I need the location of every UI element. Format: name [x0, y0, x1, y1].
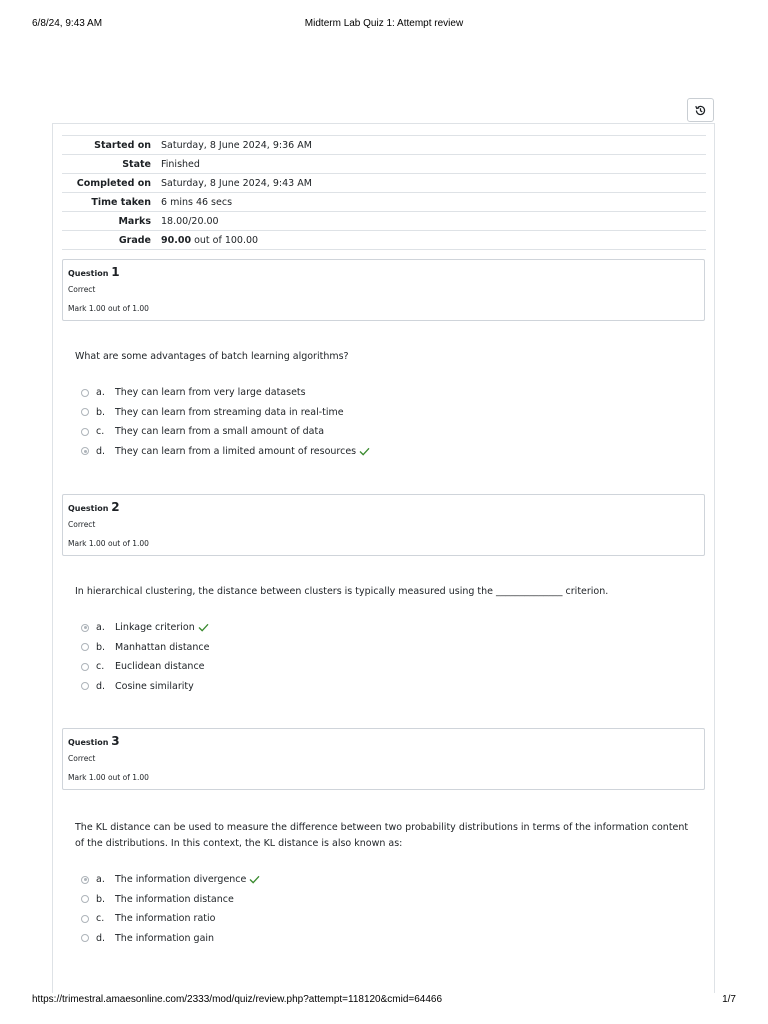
- question-prefix: Question: [68, 738, 112, 747]
- check-icon: [198, 623, 209, 632]
- print-datetime: 6/8/24, 9:43 AM: [32, 18, 103, 29]
- radio-button-selected[interactable]: [81, 447, 89, 455]
- answer-text: They can learn from a small amount of data: [115, 426, 325, 438]
- summary-label: Grade: [118, 234, 151, 246]
- question-text: What are some advantages of batch learning algorithms?: [75, 351, 349, 362]
- answer-letter: c.: [96, 426, 105, 438]
- answer-option[interactable]: [81, 890, 260, 910]
- answer-option[interactable]: [81, 383, 370, 403]
- answer-letter: b.: [96, 641, 106, 653]
- answer-letter: b.: [96, 893, 106, 905]
- answer-option[interactable]: [81, 618, 209, 638]
- answer-letter: a.: [96, 622, 105, 634]
- question-text: The KL distance can be used to measure the difference between two probability distributions in terms of the information content of the distributions. In this context, the KL distance is also known as:: [75, 822, 689, 849]
- summary-value: Saturday, 8 June 2024, 9:43 AM: [161, 177, 312, 189]
- answer-option[interactable]: [81, 657, 209, 677]
- answer-text: The information gain: [115, 932, 215, 944]
- answer-option[interactable]: [81, 677, 209, 697]
- answer-letter: b.: [96, 406, 106, 418]
- radio-button[interactable]: [81, 408, 89, 416]
- question-text: In hierarchical clustering, the distance between clusters is typically measured using the ______________ criterion.: [75, 586, 609, 597]
- answer-option[interactable]: [81, 870, 260, 890]
- summary-row-state: [62, 154, 706, 173]
- question-number: [68, 265, 120, 279]
- radio-button-selected[interactable]: [81, 624, 89, 632]
- review-frame-top: [52, 123, 715, 124]
- question-number-value: 3: [111, 734, 120, 748]
- answer-options: [81, 383, 370, 461]
- radio-button-selected[interactable]: [81, 876, 89, 884]
- summary-row-grade: [62, 230, 706, 250]
- answer-letter: d.: [96, 680, 106, 692]
- question-grade: Mark 1.00 out of 1.00: [68, 304, 149, 313]
- question-number: [68, 734, 120, 748]
- answer-option[interactable]: [81, 909, 260, 929]
- answer-letter: a.: [96, 874, 105, 886]
- question-state: Correct: [68, 285, 96, 294]
- summary-value: Finished: [161, 158, 200, 170]
- question-info-box: [62, 494, 705, 556]
- question-grade: Mark 1.00 out of 1.00: [68, 773, 149, 782]
- question-grade: Mark 1.00 out of 1.00: [68, 539, 149, 548]
- answer-option[interactable]: [81, 929, 260, 949]
- answer-option[interactable]: [81, 442, 370, 462]
- summary-label: Time taken: [91, 196, 151, 208]
- question-number-value: 2: [111, 500, 120, 514]
- question-info-box: [62, 728, 705, 790]
- check-icon: [359, 447, 370, 456]
- grade-score: 90.00: [161, 234, 192, 246]
- summary-label: Completed on: [76, 177, 151, 189]
- answer-option[interactable]: [81, 403, 370, 423]
- answer-text: Manhattan distance: [115, 641, 210, 653]
- radio-button[interactable]: [81, 663, 89, 671]
- summary-value: 18.00/20.00: [161, 215, 219, 227]
- review-frame-right: [714, 123, 715, 993]
- summary-row-completed: [62, 173, 706, 192]
- answer-letter: a.: [96, 387, 105, 399]
- summary-label: Started on: [94, 139, 151, 151]
- answer-text: The information divergence: [115, 874, 247, 886]
- answer-options: [81, 618, 209, 696]
- answer-letter: d.: [96, 445, 106, 457]
- check-icon: [249, 875, 260, 884]
- answer-text: The information ratio: [115, 913, 216, 925]
- radio-button[interactable]: [81, 895, 89, 903]
- radio-button[interactable]: [81, 915, 89, 923]
- question-prefix: Question: [68, 504, 112, 513]
- summary-value: 6 mins 46 secs: [161, 196, 233, 208]
- question-number-value: 1: [111, 265, 120, 279]
- radio-button[interactable]: [81, 643, 89, 651]
- answer-text: Linkage criterion: [115, 622, 195, 634]
- answer-text: The information distance: [115, 893, 234, 905]
- grade-out-of: out of 100.00: [191, 234, 259, 246]
- answer-text: Cosine similarity: [115, 680, 194, 692]
- summary-value: Saturday, 8 June 2024, 9:36 AM: [161, 139, 312, 151]
- answer-option[interactable]: [81, 422, 370, 442]
- summary-label: Marks: [118, 215, 151, 227]
- review-frame-left: [52, 123, 53, 993]
- radio-button[interactable]: [81, 428, 89, 436]
- question-number: [68, 500, 120, 514]
- print-title: Midterm Lab Quiz 1: Attempt review: [304, 18, 464, 29]
- answer-text: They can learn from streaming data in real-time: [115, 406, 344, 418]
- page-url: https://trimestral.amaesonline.com/2333/mod/quiz/review.php?attempt=118120&cmid=64466: [32, 994, 443, 1005]
- answer-text: They can learn from very large datasets: [115, 387, 306, 399]
- summary-row-time-taken: [62, 192, 706, 211]
- summary-row-marks: [62, 211, 706, 230]
- answer-text: Euclidean distance: [115, 661, 205, 673]
- summary-value: [161, 235, 706, 246]
- answer-option[interactable]: [81, 638, 209, 658]
- radio-button[interactable]: [81, 934, 89, 942]
- answer-letter: c.: [96, 913, 105, 925]
- summary-row-started: [62, 135, 706, 154]
- answer-letter: d.: [96, 932, 106, 944]
- question-state: Correct: [68, 754, 96, 763]
- page-number: 1/7: [722, 994, 736, 1005]
- radio-button[interactable]: [81, 389, 89, 397]
- question-info-box: [62, 259, 705, 321]
- attempt-history-button[interactable]: [687, 98, 714, 122]
- radio-button[interactable]: [81, 682, 89, 690]
- question-state: Correct: [68, 520, 96, 529]
- answer-text: They can learn from a limited amount of resources: [115, 445, 357, 457]
- answer-letter: c.: [96, 661, 105, 673]
- question-prefix: Question: [68, 269, 112, 278]
- summary-label: State: [122, 158, 151, 170]
- attempt-summary-table: [62, 135, 706, 250]
- history-icon: [694, 104, 707, 117]
- answer-options: [81, 870, 260, 948]
